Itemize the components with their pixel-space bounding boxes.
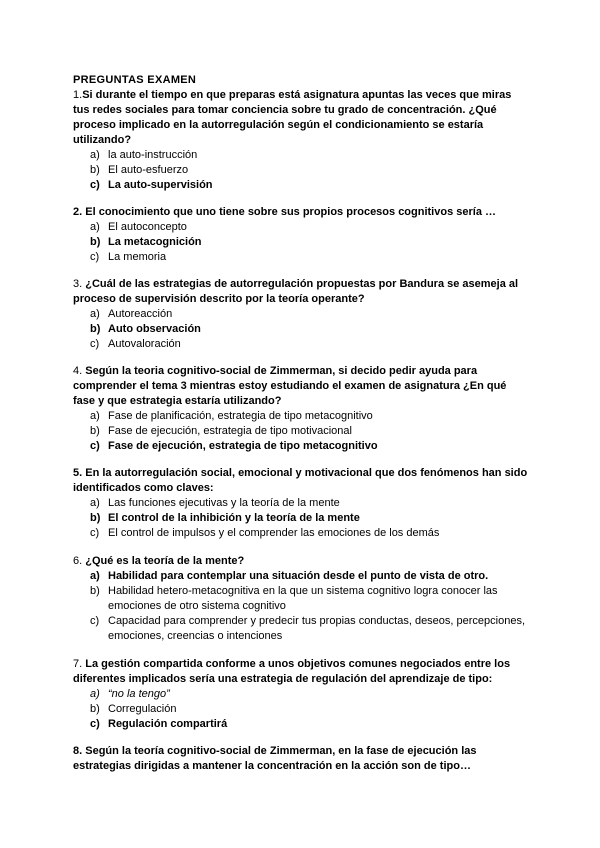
option-text: Habilidad para contemplar una situación desde el punto de vista de otro.: [108, 570, 489, 582]
question-number: 3.: [73, 278, 83, 290]
option-letter: b): [90, 703, 100, 715]
option-c: [73, 526, 528, 541]
options-list: [73, 569, 528, 644]
option-a: [73, 409, 528, 424]
option-b: [73, 163, 528, 178]
question-number: 5.: [73, 467, 83, 479]
option-letter: c): [90, 440, 100, 452]
option-b: [73, 424, 528, 439]
option-letter: a): [90, 308, 100, 320]
question-3: [73, 277, 528, 352]
question-7: [73, 657, 528, 732]
option-letter: b): [90, 236, 101, 248]
question-1: [73, 88, 528, 193]
option-c: [73, 337, 528, 352]
option-text: Auto observación: [108, 323, 201, 335]
option-letter: b): [90, 585, 100, 597]
option-letter: a): [90, 221, 100, 233]
option-text: El control de impulsos y el comprender las emociones de los demás: [108, 527, 440, 539]
options-list: [73, 409, 528, 454]
question-number: 7.: [73, 658, 83, 670]
option-text: Autovaloración: [108, 338, 181, 350]
question-number: 8.: [73, 745, 83, 757]
option-letter: c): [90, 179, 100, 191]
option-b: [73, 584, 528, 614]
option-a: [73, 307, 528, 322]
option-text: Fase de ejecución, estrategia de tipo motivacional: [108, 425, 352, 437]
option-letter: c): [90, 251, 100, 263]
option-letter: a): [90, 149, 100, 161]
question-number: 2.: [73, 206, 83, 218]
option-text: Habilidad hetero-metacognitiva en la que un sistema cognitivo logra conocer las emociones de otro sistema cognitivo: [108, 585, 498, 612]
option-letter: b): [90, 323, 101, 335]
page-title: PREGUNTAS EXAMEN: [73, 74, 197, 86]
option-text: “no la tengo”: [108, 688, 170, 700]
question-text: ¿Cuál de las estrategias de autorregulación propuestas por Bandura se asemeja al proceso de supervisión descrito por la teoría operante?: [73, 278, 519, 305]
question-text: El conocimiento que uno tiene sobre sus propios procesos cognitivos sería …: [85, 206, 496, 218]
option-text: El autoconcepto: [108, 221, 187, 233]
question-text: La gestión compartida conforme a unos objetivos comunes negociados entre los diferentes implicados sería una estrategia de regulación del aprendizaje de tipo:: [73, 658, 511, 685]
option-c: [73, 614, 528, 644]
question-text: Según la teoria cognitivo-social de Zimmerman, si decido pedir ayuda para comprender el tema 3 mientras estoy estudiando el examen de asignatura ¿En qué fase y que estrategia estaría utilizando?: [73, 365, 507, 407]
question-6: [73, 554, 528, 644]
option-letter: b): [90, 512, 101, 524]
question-2: [73, 205, 528, 265]
question-number: 1.: [73, 89, 83, 101]
option-letter: a): [90, 497, 100, 509]
option-letter: a): [90, 688, 100, 700]
option-letter: c): [90, 527, 100, 539]
option-text: Capacidad para comprender y predecir tus propias conductas, deseos, percepciones, emociones, creencias o intenciones: [108, 615, 526, 642]
option-letter: c): [90, 338, 100, 350]
option-text: Fase de planificación, estrategia de tipo metacognitivo: [108, 410, 373, 422]
option-letter: a): [90, 410, 100, 422]
options-list: [73, 307, 528, 352]
option-c-correct: [73, 178, 528, 193]
option-letter: c): [90, 718, 100, 730]
options-list: [73, 148, 528, 193]
option-text: Autoreacción: [108, 308, 173, 320]
option-letter: c): [90, 615, 100, 627]
option-a: [73, 496, 528, 511]
option-a-correct: [73, 569, 528, 584]
option-c: [73, 250, 528, 265]
option-text: Fase de ejecución, estrategia de tipo metacognitivo: [108, 440, 378, 452]
option-text: La metacognición: [108, 236, 202, 248]
option-text: la auto-instrucción: [108, 149, 198, 161]
option-b: [73, 702, 528, 717]
option-letter: b): [90, 425, 100, 437]
option-c-correct: [73, 439, 528, 454]
option-letter: a): [90, 570, 100, 582]
question-text: ¿Qué es la teoría de la mente?: [85, 555, 245, 567]
option-text: La auto-supervisión: [108, 179, 213, 191]
question-5: [73, 466, 528, 541]
option-text: La memoria: [108, 251, 167, 263]
option-a: [73, 148, 528, 163]
options-list: [73, 687, 528, 732]
question-text: En la autorregulación social, emocional y motivacional que dos fenómenos han sido identificados como claves:: [73, 467, 528, 494]
option-b-correct: [73, 322, 528, 337]
option-letter: b): [90, 164, 100, 176]
option-text: El control de la inhibición y la teoría de la mente: [108, 512, 360, 524]
question-text: Según la teoría cognitivo-social de Zimmerman, en la fase de ejecución las estrategias dirigidas a mantener la concentración en la acción son de tipo…: [73, 745, 477, 772]
question-number: 6.: [73, 555, 83, 567]
option-b-correct: [73, 235, 528, 250]
question-number: 4.: [73, 365, 83, 377]
option-text: Regulación compartirá: [108, 718, 228, 730]
option-c-correct: [73, 717, 528, 732]
options-list: [73, 496, 528, 541]
option-text: Las funciones ejecutivas y la teoría de la mente: [108, 497, 340, 509]
question-4: [73, 364, 528, 454]
option-a: [73, 687, 528, 702]
question-text: Si durante el tiempo en que preparas está asignatura apuntas las veces que miras tus redes sociales para tomar conciencia sobre tu grado de concentración. ¿Qué proceso implicado en la autorregulación según el condicionamiento se estaría utilizando?: [73, 89, 512, 146]
options-list: [73, 220, 528, 265]
option-text: El auto-esfuerzo: [108, 164, 189, 176]
option-b-correct: [73, 511, 528, 526]
option-a: [73, 220, 528, 235]
option-text: Corregulación: [108, 703, 177, 715]
question-8: [73, 744, 528, 774]
